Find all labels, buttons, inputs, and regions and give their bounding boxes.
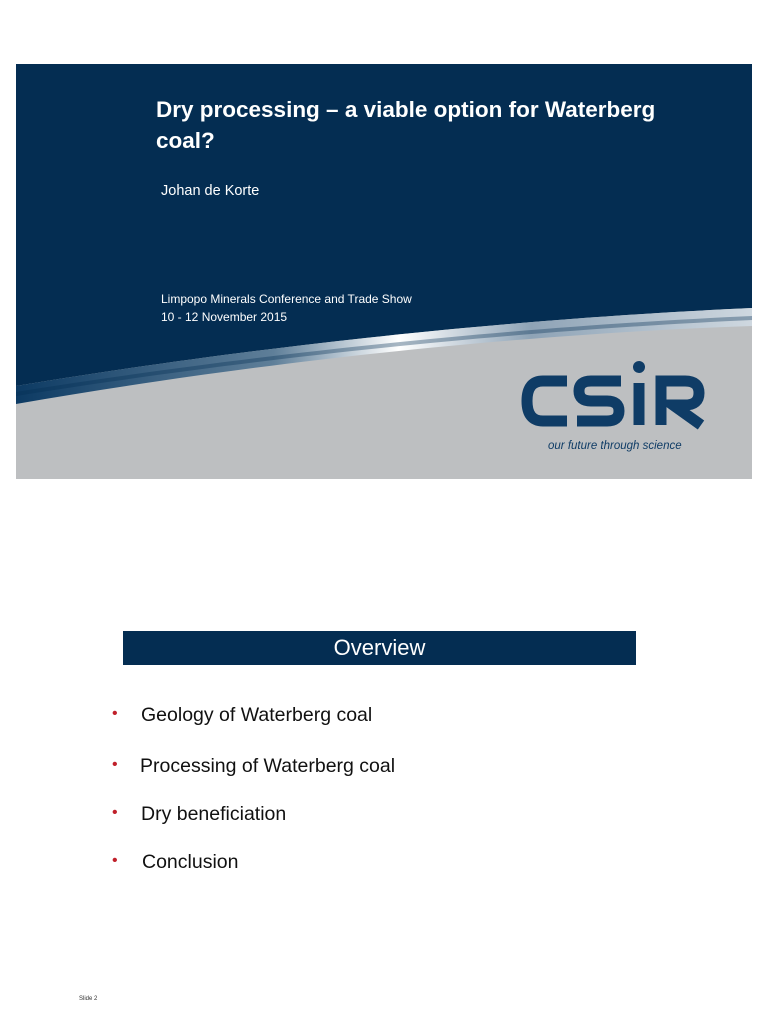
logo-tagline: our future through science: [548, 440, 682, 452]
overview-heading: Overview: [123, 631, 636, 665]
bullet-icon: •: [112, 804, 118, 821]
bullet-text: Conclusion: [142, 851, 239, 873]
csir-logo: [521, 359, 711, 439]
bullet-icon: •: [112, 852, 118, 869]
bullet-text: Geology of Waterberg coal: [141, 704, 373, 726]
bullet-icon: •: [112, 756, 118, 773]
event-info: [161, 290, 412, 326]
bullet-text: Processing of Waterberg coal: [140, 755, 396, 777]
event-date: 10 - 12 November 2015: [161, 310, 288, 324]
bullet-text: Dry beneficiation: [141, 803, 287, 825]
bullet-icon: •: [112, 705, 118, 722]
presentation-title: Dry processing – a viable option for Waterberg coal?: [156, 97, 656, 153]
slide-number: Slide 2: [79, 996, 98, 1002]
author-name: Johan de Korte: [161, 183, 260, 199]
event-name: Limpopo Minerals Conference and Trade Show: [161, 292, 412, 306]
title-slide: [16, 64, 752, 479]
logo-text: CSIR: [521, 359, 524, 360]
